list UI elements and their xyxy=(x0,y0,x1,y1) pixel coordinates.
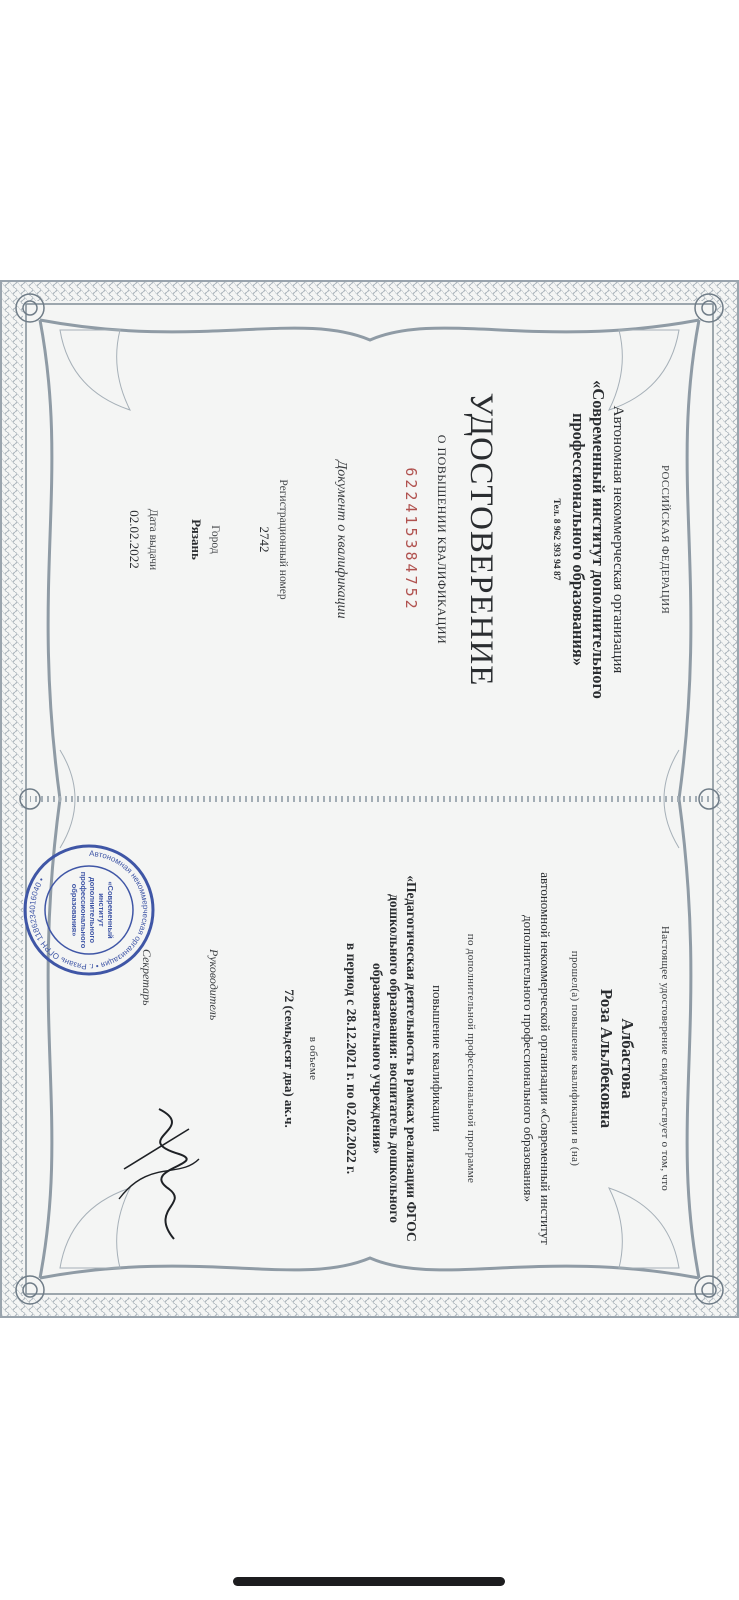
issue-date: 02.02.2022 xyxy=(127,510,142,569)
city-label: Город xyxy=(209,525,221,554)
reg-number-label: Регистрационный номер xyxy=(277,479,289,600)
document-title: УДОСТОВЕРЕНИЕ xyxy=(463,392,499,687)
left-panel xyxy=(0,280,739,799)
stamp-ring-text: Автономная некоммерческая организация • г. Рязань ОГРН 1186234016040 • xyxy=(27,848,151,972)
org-line-2: «Современный институт дополнительного xyxy=(589,380,608,699)
passed-text: прошел(а) повышение квалификации в (на) xyxy=(569,950,581,1167)
city: Рязань xyxy=(189,519,204,560)
program-type: повышение квалификации xyxy=(430,985,445,1132)
surname: Албастова xyxy=(618,1018,637,1099)
program-intro: по дополнительной профессиональной программе xyxy=(465,933,477,1184)
certifies-text: Настоящее удостоверение свидетельствует о том, что xyxy=(659,925,671,1192)
document-type: Документ о квалификации xyxy=(334,460,349,619)
organization-stamp xyxy=(19,840,159,980)
secretary-label: Секретарь xyxy=(140,949,154,1006)
country-label: РОССИЙСКАЯ ФЕДЕРАЦИЯ xyxy=(659,464,671,615)
head-label: Руководитель xyxy=(207,949,221,1021)
volume-label: в объеме xyxy=(307,1036,319,1081)
given-names: Роза Альлбековна xyxy=(597,988,616,1129)
certificate-photo xyxy=(0,280,739,1318)
phone-number: Тел. 8 962 393 94 87 xyxy=(551,498,561,581)
signature-mark xyxy=(109,1099,219,1249)
reg-number: 2742 xyxy=(257,526,272,553)
program-line-3: образовательного учреждения» xyxy=(370,962,385,1155)
document-subtitle: О ПОВЫШЕНИИ КВАЛИФИКАЦИИ xyxy=(435,434,449,645)
institution-line-2: дополнительного профессионального образования» xyxy=(521,915,536,1202)
org-line-3: профессионального образования» xyxy=(569,412,588,667)
org-line-1: Автономная некоммерческая организация xyxy=(610,405,626,674)
certificate-document xyxy=(0,280,739,1318)
program-line-2: дошкольного образования: воспитатель дошкольного xyxy=(387,894,402,1223)
serial-number: 622415384752 xyxy=(402,467,420,612)
stamp-center-text: «Современный институт дополнительного профессионального образования» xyxy=(70,871,115,949)
volume-hours: 72 (семьдесят два) ак.ч. xyxy=(282,989,297,1128)
study-period: в период с 28.12.2021 г. по 02.02.2022 г. xyxy=(344,942,359,1175)
home-indicator[interactable] xyxy=(233,1577,505,1586)
issue-date-label: Дата выдачи xyxy=(147,508,159,571)
institution-line-1: автономной некоммерческой организации «Современный институт xyxy=(538,872,553,1245)
program-line-1: «Педагогическая деятельность в рамках реализации ФГОС xyxy=(404,875,419,1242)
